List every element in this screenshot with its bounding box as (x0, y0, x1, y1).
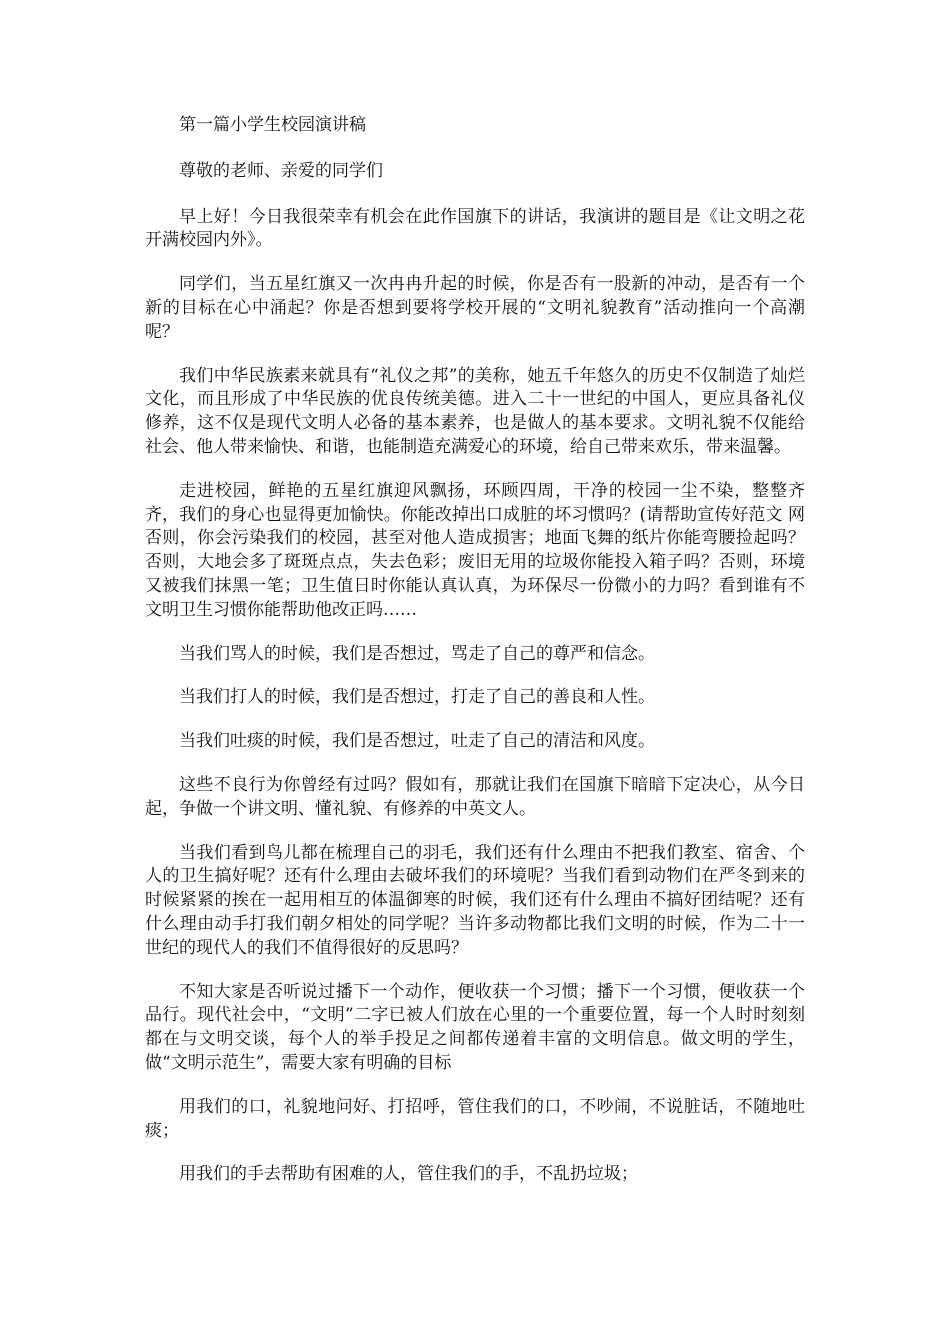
paragraph-scolding: 当我们骂人的时候，我们是否想过，骂走了自己的尊严和信念。 (179, 643, 655, 664)
paragraph-mouth: 用我们的口，礼貌地问好、打招呼，管住我们的口，不吵闹，不说脏话，不随地吐痰； (145, 1096, 805, 1141)
document-title: 第一篇小学生校园演讲稿 (179, 115, 366, 135)
paragraph-hitting: 当我们打人的时候，我们是否想过，打走了自己的善良和人性。 (179, 687, 655, 708)
paragraph-resolution: 这些不良行为你曾经有过吗？假如有，那就让我们在国旗下暗暗下定决心，从今日起，争做一个讲文明、懂礼貌、有修养的中英文人。 (145, 774, 805, 819)
paragraph-flag-raising: 同学们，当五星红旗又一次冉冉升起的时候，你是否有一股新的冲动，是否有一个新的目标在心中涌起？你是否想到要将学校开展的“文明礼貌教育”活动推向一个高潮呢？ (145, 274, 805, 342)
paragraph-greeting: 早上好！今日我很荣幸有机会在此作国旗下的讲话，我演讲的题目是《让文明之花开满校园内外》。 (145, 206, 805, 251)
paragraph-etiquette-tradition: 我们中华民族素来就具有“礼仪之邦”的美称，她五千年悠久的历史不仅制造了灿烂文化，而且形成了中华民族的优良传统美德。进入二十一世纪的中国人，更应具备礼仪修养，这不仅是现代文明人必备的基本素养，也是做人的基本要求。文明礼貌不仅能给社会、他人带来愉快、和谐，也能制造充满爱心的环境，给自己带来欢乐，带来温馨。 (145, 365, 805, 457)
document-body (145, 114, 805, 1207)
paragraph-habits-goal: 不知大家是否听说过播下一个动作，便收获一个习惯；播下一个习惯，便收获一个品行。现代社会中，“文明”二字已被人们放在心里的一个重要位置，每一个人时时刻刻都在与文明交谈，每个人的举手投足之间都传递着丰富的文明信息。做文明的学生，做“文明示范生”，需要大家有明确的目标 (145, 981, 805, 1073)
salutation: 尊敬的老师、亲爱的同学们 (179, 160, 383, 181)
paragraph-spitting: 当我们吐痰的时候，我们是否想过，吐走了自己的清洁和风度。 (179, 731, 655, 752)
paragraph-campus-habits: 走进校园，鲜艳的五星红旗迎风飘扬，环顾四周，干净的校园一尘不染，整整齐齐，我们的身心也显得更加愉快。你能改掉出口成脏的坏习惯吗？(请帮助宣传好范文 网否则，你会污染我们的校园，甚至对他人造成损害；地面飞舞的纸片你能弯腰捡起吗？否则，大地会多了斑斑点点，失去色彩；废旧无用的垃圾你能投入箱子吗？否则，环境又被我们抹黑一笔；卫生值日时你能认真认真，为环保尽一份微小的力吗？看到谁有不文明卫生习惯你能帮助他改正吗…… (145, 480, 805, 620)
paragraph-animals-reflection: 当我们看到鸟儿都在梳理自己的羽毛，我们还有什么理由不把我们教室、宿舍、个人的卫生搞好呢？还有什么理由去破坏我们的环境呢？当我们看到动物们在严冬到来的时候紧紧的挨在一起用相互的体温御寒的时候，我们还有什么理由不搞好团结呢？还有什么理由动手打我们朝夕相处的同学呢？当许多动物都比我们文明的时候，作为二十一世纪的现代人的我们不值得很好的反思吗？ (145, 842, 805, 958)
paragraph-hands: 用我们的手去帮助有困难的人，管住我们的手，不乱扔垃圾； (179, 1164, 638, 1185)
